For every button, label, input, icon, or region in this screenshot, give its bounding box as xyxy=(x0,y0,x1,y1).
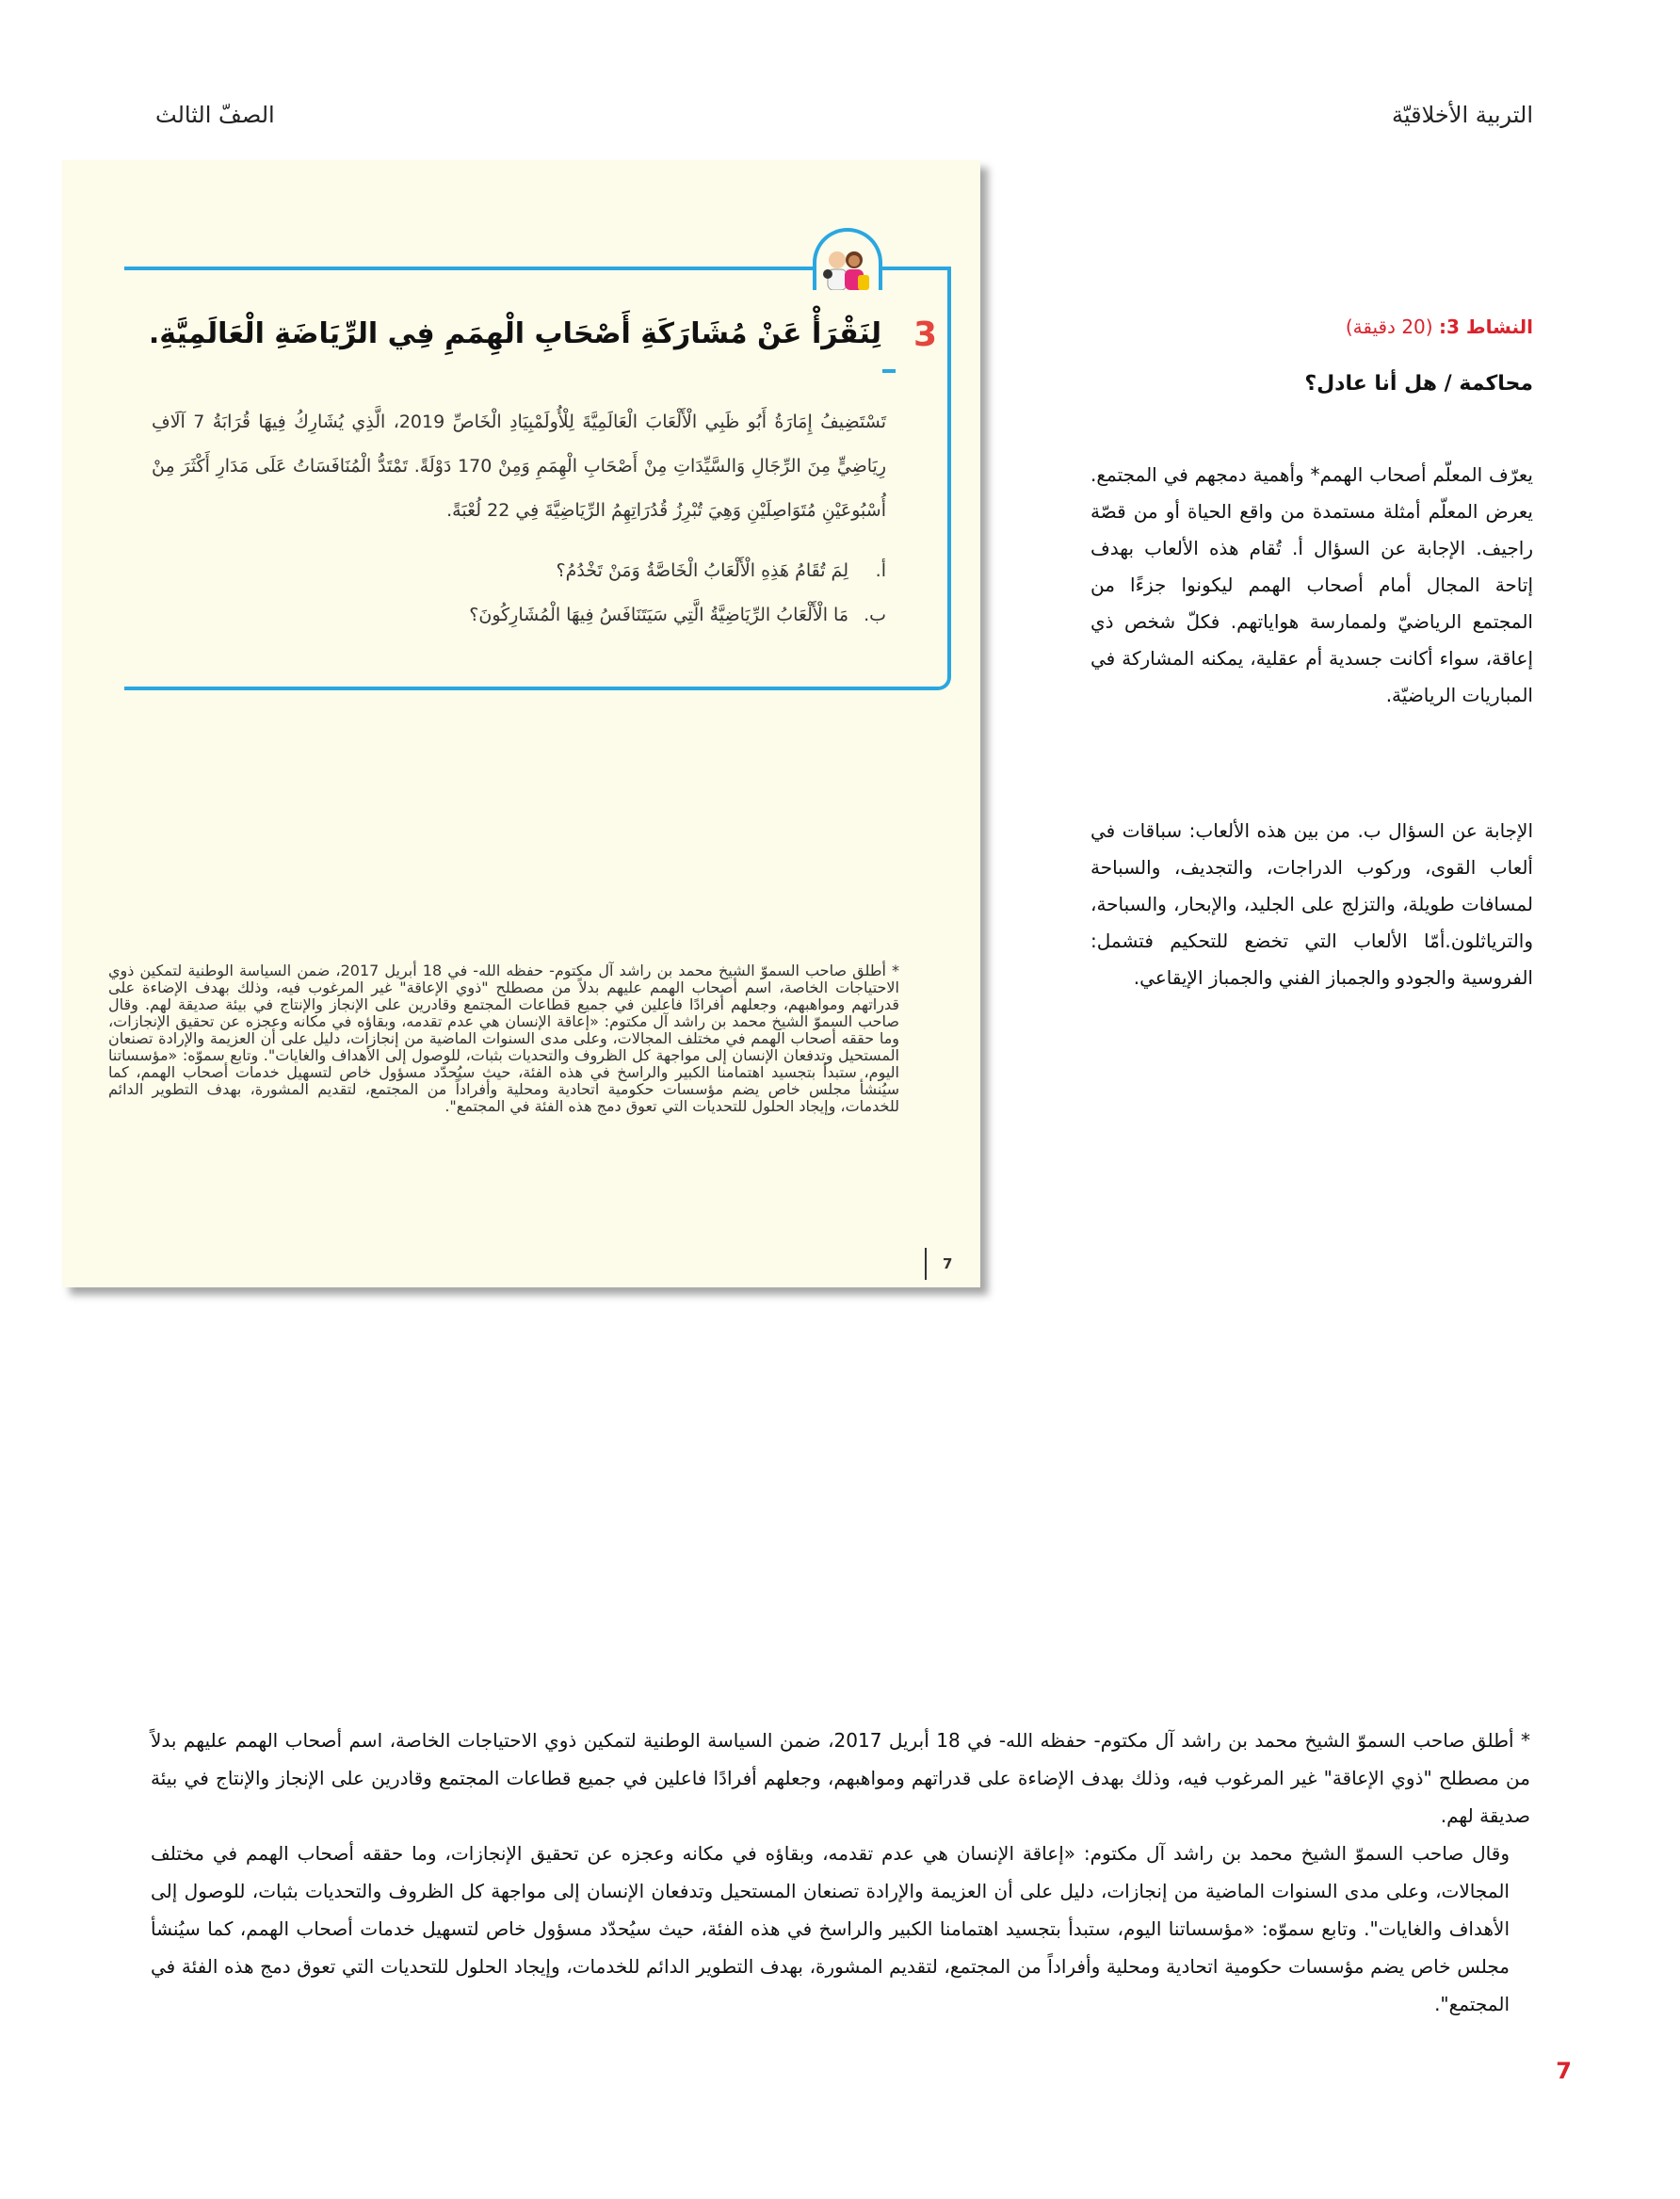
activity-title: لِنَقْرَأْ عَنْ مُشَارَكَةِ أَصْحَابِ الْهِمَمِ فِي الرِّيَاضَةِ الْعَالَمِيَّةِ. xyxy=(148,317,881,350)
question-label: أ. xyxy=(875,560,886,581)
footnote-paragraph-2: وقال صاحب السموّ الشيخ محمد بن راشد آل مكتوم: «إعاقة الإنسان هي عدم تقدمه، وبقاؤه في مكانه وعجزه عن تحقيق الإنجازات، وما حققه أصحاب الهمم في مختلف المجالات، وعلى مدى السنوات الماضية من إنجازات، دليل على أن العزيمة والإرادة تصنعان المستحيل وتدفعان الإنسان إلى مواجهة كل الظروف والتحديات بثبات، للوصول إلى الأهداف والغايات". وتابع سموّه: «مؤسساتنا اليوم، ستبدأ بتجسيد اهتمامنا الكبير والراسخ في هذه الفئة، حيث سيُحدّد مسؤول خاص لتسهيل خدمات أصحاب الهمم، كما سيُنشأ مجلس خاص يضم مؤسسات حكومية اتحادية ومحلية وأفراداً من المجتمع، لتقديم المشورة، بهدف التطوير الدائم للخدمات، وإيجاد الحلول للتحديات التي تعوق دمج هذه الفئة في المجتمع". xyxy=(151,1842,1510,2015)
question-text: مَا الْأَلْعَابُ الرِّيَاضِيَّةُ الَّتِي سَيَتَنَافَسُ فِيهَا الْمُشَارِكُونَ؟ xyxy=(469,605,848,625)
people-icon xyxy=(813,228,882,290)
teacher-body-1: يعرّف المعلّم أصحاب الهمم* وأهمية دمجهم في المجتمع. يعرض المعلّم أمثلة مستمدة من واقع الحياة أو من قصّة راجيف. الإجابة عن السؤال أ. تُقام هذه الألعاب بهدف إتاحة المجال أمام أصحاب الهمم ليكونوا جزءًا من المجتمع الرياضيّ ولممارسة هواياتهم. فكلّ شخص ذي إعاقة، سواء أكانت جسدية أم عقلية، يمكنه المشاركة في المباريات الرياضيّة. xyxy=(1090,463,1533,706)
activity-subtitle: محاكمة / هل أنا عادل؟ xyxy=(1304,372,1533,396)
teacher-body-2: الإجابة عن السؤال ب. من بين هذه الألعاب: سباقات في ألعاب القوى، وركوب الدراجات، والتجديف، والسباحة لمسافات طويلة، والتزلج على الجليد، والإبحار، والسباحة، والترياثلون.أمّا الألعاب التي تخضع للتحكيم فتشمل: الفروسية والجودو والجمباز الفني والجمباز الإيقاعي. xyxy=(1090,819,1533,989)
activity-heading xyxy=(1090,315,1533,338)
student-page-number: 7 xyxy=(943,1255,953,1272)
page-number-divider xyxy=(925,1248,927,1280)
header-subject: التربية الأخلاقيّة xyxy=(1392,102,1533,128)
question-b xyxy=(469,605,886,625)
student-page-preview xyxy=(62,160,980,1287)
bottom-footnote xyxy=(151,1722,1530,2023)
question-a xyxy=(557,560,886,581)
student-footnote: * أطلق صاحب السموّ الشيخ محمد بن راشد آل مكتوم- حفظه الله- في 18 أبريل 2017، ضمن السياسة الوطنية لتمكين ذوي الاحتياجات الخاصة، اسم أصحاب الهمم عليهم بدلاً من مصطلح "ذوي الإعاقة" غير المرغوب فيه، وذلك بهدف الإضاءة على قدراتهم ومواهبهم، وجعلهم أفرادًا فاعلين في جميع قطاعات المجتمع وقادرين على الإنجاز والإنتاج في بيئة صديقة لهم. وقال صاحب السموّ الشيخ محمد بن راشد آل مكتوم: «إعاقة الإنسان هي عدم تقدمه، وبقاؤه في مكانه وعجزه عن تحقيق الإنجازات، وما حققه أصحاب الهمم في مختلف المجالات، وعلى مدى السنوات الماضية من إنجازات، دليل على أن العزيمة والإرادة تصنعان المستحيل وتدفعان الإنسان إلى مواجهة كل الظروف والتحديات بثبات، للوصول إلى الأهداف والغايات". وتابع سموّه: «مؤسساتنا اليوم، ستبدأ بتجسيد اهتمامنا الكبير والراسخ في هذه الفئة، حيث سيُحدّد مسؤول خاص لتسهيل خدمات أصحاب الهمم، كما سيُنشأ مجلس خاص يضم مؤسسات حكومية اتحادية ومحلية وأفراداً من المجتمع، لتقديم المشورة، بهدف التطوير الدائم للخدمات، وإيجاد الحلول للتحديات التي تعوق دمج هذه الفئة في المجتمع". xyxy=(108,962,900,1115)
page-number: 7 xyxy=(1556,2058,1572,2084)
activity-number: 3 xyxy=(913,315,937,354)
footnote-paragraph-1: * أطلق صاحب السموّ الشيخ محمد بن راشد آل مكتوم- حفظه الله- في 18 أبريل 2017، ضمن السياسة الوطنية لتمكين ذوي الاحتياجات الخاصة، اسم أصحاب الهمم عليهم بدلاً من مصطلح "ذوي الإعاقة" غير المرغوب فيه، وذلك بهدف الإضاءة على قدراتهم ومواهبهم، وجعلهم أفرادًا فاعلين في جميع قطاعات المجتمع وقادرين على الإنجاز والإنتاج في بيئة صديقة لهم. xyxy=(151,1729,1531,1827)
activity-label: النشاط 3: xyxy=(1438,315,1533,338)
frame-tick xyxy=(882,369,896,373)
question-label: ب. xyxy=(864,605,886,625)
header-grade: الصفّ الثالث xyxy=(155,102,275,128)
activity-paragraph: تَسْتَضِيفُ إِمَارَةُ أَبُو ظَبِي الْأَلْعَابَ الْعَالَمِيَّةَ لِلْأُولَمْبِيَادِ الْخَاصِّ 2019، الَّذِي يُشَارِكُ فِيهَا قُرَابَةُ 7 آلَافِ رِيَاضِيٍّ مِنَ الرِّجَالِ وَالسَّيِّدَاتِ مِنْ أَصْحَابِ الْهِمَمِ وَمِنْ 170 دَوْلَةً. تَمْتَدُّ الْمُنَافَسَاتُ عَلَى مَدَارِ أَكْثَرَ مِنْ أُسْبُوعَيْنِ مُتَوَاصِلَيْنِ وَهِيَ تُبْرِزُ قُدُرَاتِهِمُ الرِّيَاضِيَّةَ فِي 22 لُعْبَةً. xyxy=(152,412,886,521)
activity-time: (20 دقيقة) xyxy=(1345,315,1433,338)
question-text: لِمَ تُقَامُ هَذِهِ الْأَلْعَابُ الْخَاصَّةُ وَمَنْ تَخْدُمُ؟ xyxy=(556,560,848,581)
